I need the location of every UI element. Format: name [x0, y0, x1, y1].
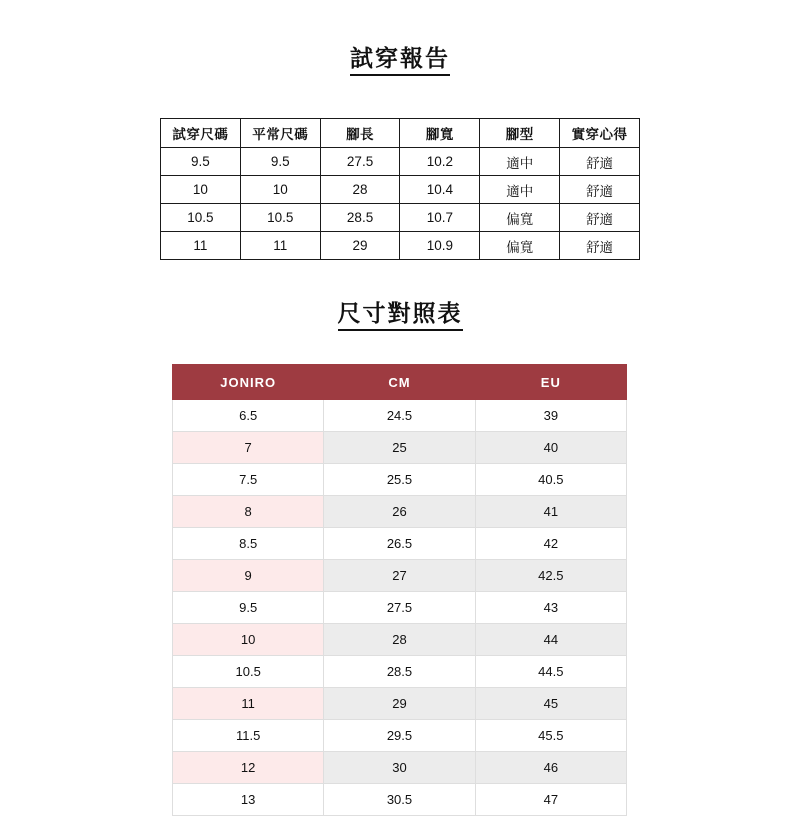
table-cell: 10.5	[161, 204, 241, 232]
table-cell: 10	[240, 176, 320, 204]
column-header: EU	[475, 365, 626, 400]
table-cell: 39	[475, 400, 626, 432]
column-header: 平常尺碼	[240, 119, 320, 148]
table-cell: 舒適	[560, 204, 640, 232]
column-header: CM	[324, 365, 475, 400]
table-cell: 45.5	[475, 720, 626, 752]
table-cell: 適中	[480, 148, 560, 176]
table-cell: 40	[475, 432, 626, 464]
table-cell: 10.9	[400, 232, 480, 260]
table-cell: 29	[320, 232, 400, 260]
table-cell: 10.7	[400, 204, 480, 232]
table-cell: 30	[324, 752, 475, 784]
table-cell: 11	[173, 688, 324, 720]
table-cell: 9.5	[173, 592, 324, 624]
column-header: 試穿尺碼	[161, 119, 241, 148]
table-row	[173, 400, 627, 432]
table-cell: 12	[173, 752, 324, 784]
table-cell: 9.5	[240, 148, 320, 176]
column-header: 腳型	[480, 119, 560, 148]
table-cell: 28.5	[324, 656, 475, 688]
table-row	[173, 560, 627, 592]
table-cell: 11	[161, 232, 241, 260]
column-header: 實穿心得	[560, 119, 640, 148]
table-cell: 28.5	[320, 204, 400, 232]
table-row	[173, 720, 627, 752]
table-cell: 25.5	[324, 464, 475, 496]
table-cell: 13	[173, 784, 324, 816]
table-cell: 44.5	[475, 656, 626, 688]
table-row	[161, 232, 640, 260]
table-row	[173, 752, 627, 784]
report-title	[0, 40, 800, 73]
table-cell: 偏寬	[480, 204, 560, 232]
table-cell: 24.5	[324, 400, 475, 432]
table-cell: 6.5	[173, 400, 324, 432]
table-header-row	[161, 119, 640, 148]
size-chart-table-wrap	[172, 364, 627, 816]
table-cell: 27.5	[324, 592, 475, 624]
table-row	[161, 176, 640, 204]
table-row	[173, 464, 627, 496]
column-header: JONIRO	[173, 365, 324, 400]
table-cell: 舒適	[560, 148, 640, 176]
column-header: 腳寬	[400, 119, 480, 148]
table-cell: 29	[324, 688, 475, 720]
table-cell: 10.5	[240, 204, 320, 232]
table-cell: 8	[173, 496, 324, 528]
try-on-report-table-wrap	[160, 118, 640, 260]
table-cell: 9.5	[161, 148, 241, 176]
table-cell: 適中	[480, 176, 560, 204]
table-cell: 11	[240, 232, 320, 260]
table-cell: 偏寬	[480, 232, 560, 260]
report-title-text: 試穿報告	[350, 45, 450, 76]
table-cell: 40.5	[475, 464, 626, 496]
table-cell: 30.5	[324, 784, 475, 816]
table-cell: 10.5	[173, 656, 324, 688]
table-cell: 41	[475, 496, 626, 528]
table-row	[161, 204, 640, 232]
table-cell: 27.5	[320, 148, 400, 176]
table-cell: 42	[475, 528, 626, 560]
table-cell: 10	[173, 624, 324, 656]
table-cell: 9	[173, 560, 324, 592]
table-cell: 27	[324, 560, 475, 592]
size-chart-table	[172, 364, 627, 816]
table-cell: 29.5	[324, 720, 475, 752]
table-cell: 46	[475, 752, 626, 784]
table-cell: 26.5	[324, 528, 475, 560]
table-cell: 25	[324, 432, 475, 464]
table-row	[173, 656, 627, 688]
table-cell: 11.5	[173, 720, 324, 752]
try-on-report-table	[160, 118, 640, 260]
table-row	[173, 688, 627, 720]
table-cell: 44	[475, 624, 626, 656]
table-cell: 10	[161, 176, 241, 204]
size-chart-title-text: 尺寸對照表	[338, 300, 463, 331]
table-header-row	[173, 365, 627, 400]
table-cell: 42.5	[475, 560, 626, 592]
table-cell: 45	[475, 688, 626, 720]
table-cell: 8.5	[173, 528, 324, 560]
table-cell: 28	[324, 624, 475, 656]
size-chart-title	[0, 295, 800, 328]
table-cell: 7	[173, 432, 324, 464]
table-row	[173, 496, 627, 528]
column-header: 腳長	[320, 119, 400, 148]
table-row	[173, 624, 627, 656]
table-cell: 10.2	[400, 148, 480, 176]
table-cell: 47	[475, 784, 626, 816]
table-row	[173, 528, 627, 560]
table-row	[161, 148, 640, 176]
table-cell: 43	[475, 592, 626, 624]
table-cell: 7.5	[173, 464, 324, 496]
table-cell: 10.4	[400, 176, 480, 204]
table-cell: 舒適	[560, 176, 640, 204]
table-row	[173, 592, 627, 624]
table-cell: 舒適	[560, 232, 640, 260]
table-row	[173, 432, 627, 464]
table-cell: 28	[320, 176, 400, 204]
table-cell: 26	[324, 496, 475, 528]
